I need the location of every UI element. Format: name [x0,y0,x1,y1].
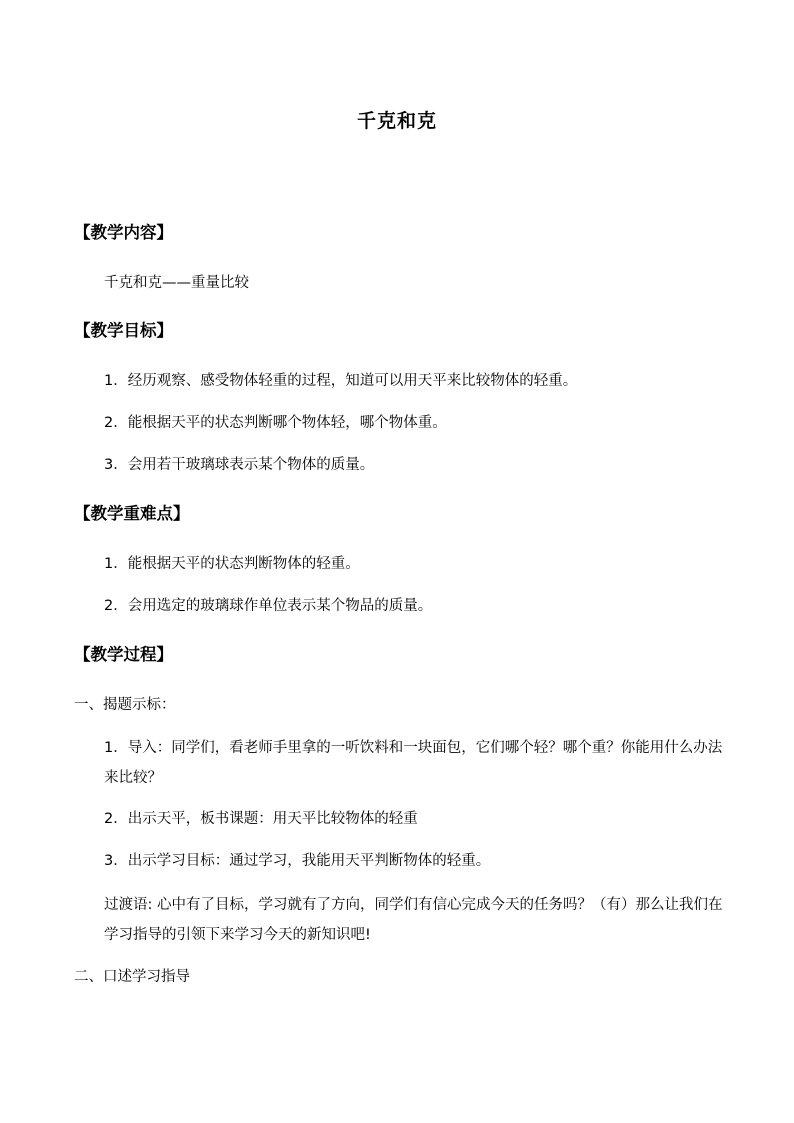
process-item-3: 3．出示学习目标：通过学习，我能用天平判断物体的轻重。 [104,853,491,869]
heading-teaching-process: 【教学过程】 [74,645,173,664]
process-item-1-text: 1．导入：同学们，看老师手里拿的一听饮料和一块面包，它们哪个轻？哪个重？你能用什么办法来比较？ [104,740,723,786]
process-part2-title: 二、口述学习指导 [74,969,190,985]
heading-teaching-content: 【教学内容】 [74,223,173,242]
process-item-1 [104,733,724,793]
process-item-2: 2．出示天平，板书课题：用天平比较物体的轻重 [104,811,418,827]
process-part1-title: 一、揭题示标： [74,697,176,713]
difficulty-item-1: 1．能根据天平的状态判断物体的轻重。 [104,556,360,572]
process-transition-text: 过渡语: 心中有了目标，学习就有了方向，同学们有信心完成今天的任务吗？（有）那么让我们在学习指导的引领下来学习今天的新知识吧! [104,897,723,943]
heading-key-difficulties: 【教学重难点】 [74,504,190,523]
teaching-content-text: 千克和克——重量比较 [104,275,249,291]
page-title: 千克和克 [356,110,437,132]
goal-item-2: 2．能根据天平的状态判断哪个物体轻，哪个物体重。 [104,415,447,431]
goal-item-1: 1．经历观察、感受物体轻重的过程，知道可以用天平来比较物体的轻重。 [104,373,578,389]
goal-item-3: 3．会用若干玻璃球表示某个物体的质量。 [104,457,375,473]
difficulty-item-2: 2．会用选定的玻璃球作单位表示某个物品的质量。 [104,598,433,614]
process-transition [104,890,724,950]
heading-teaching-goals: 【教学目标】 [74,321,173,340]
